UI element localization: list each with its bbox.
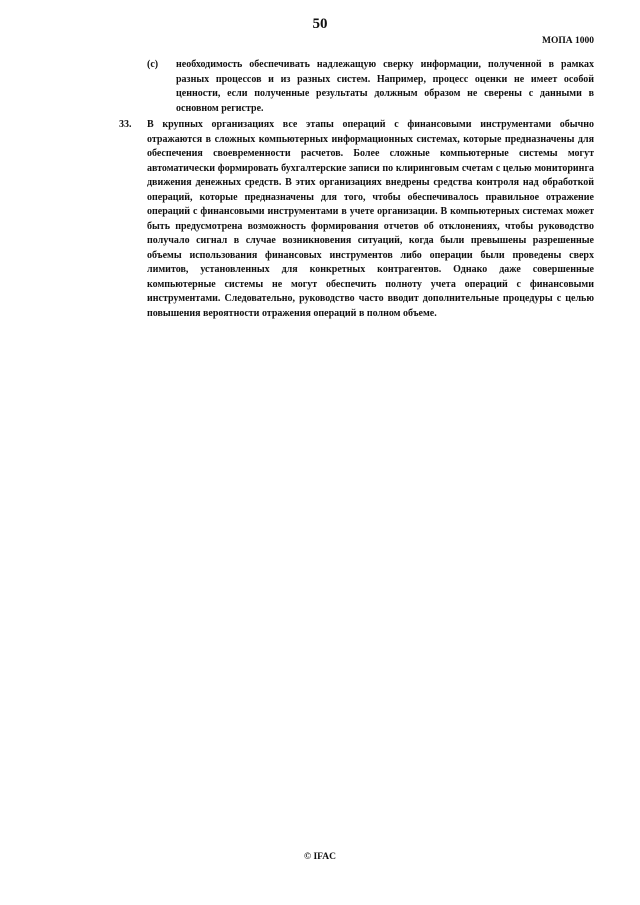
paragraph-number: 33. [119, 119, 132, 130]
list-item-marker: (c) [147, 59, 159, 70]
paragraph-33 [119, 118, 594, 321]
list-item-c [147, 58, 594, 116]
paragraph-text: В крупных организациях все этапы операций с финансовыми инструментами обычно отражаются в сложных компьютерных информационных системах, которые предназначены для обеспечения своевременности расчетов. Более сложные компьютерные системы могут автоматически формировать бухгалтерские записи по клиринговым счетам с целью мониторинга движения денежных средств. В этих организациях внедрены средства контроля над обработкой операций, которые предназначены для того, чтобы обеспечивалось правильное отражение операций с финансовыми инструментами в учете организации. В компьютерных системах может быть предусмотрена возможность формирования отчетов об отклонениях, чтобы руководство получало сигнал в случае возникновения ситуаций, когда были превышены разрешенные объемы использования финансовых инструментов либо операции были проведены сверх лимитов, установленных для конкретных контрагентов. Однако даже совершенные компьютерные системы не могут обеспечить полноту учета операций с финансовыми инструментами. Следовательно, руководство часто вводит дополнительные процедуры с целью повышения вероятности отражения операций в полном объеме. [147, 119, 594, 319]
list-item-text: необходимость обеспечивать надлежащую сверку информации, полученной в рамках разных процессов и из разных систем. Например, процесс оценки не имеет особой ценности, если полученные результаты должным образом не сверены с данными в основном регистре. [176, 59, 594, 114]
copyright-footer: © IFAC [304, 852, 336, 862]
page-number: 50 [312, 16, 328, 32]
document-code: МОПА 1000 [542, 36, 594, 46]
